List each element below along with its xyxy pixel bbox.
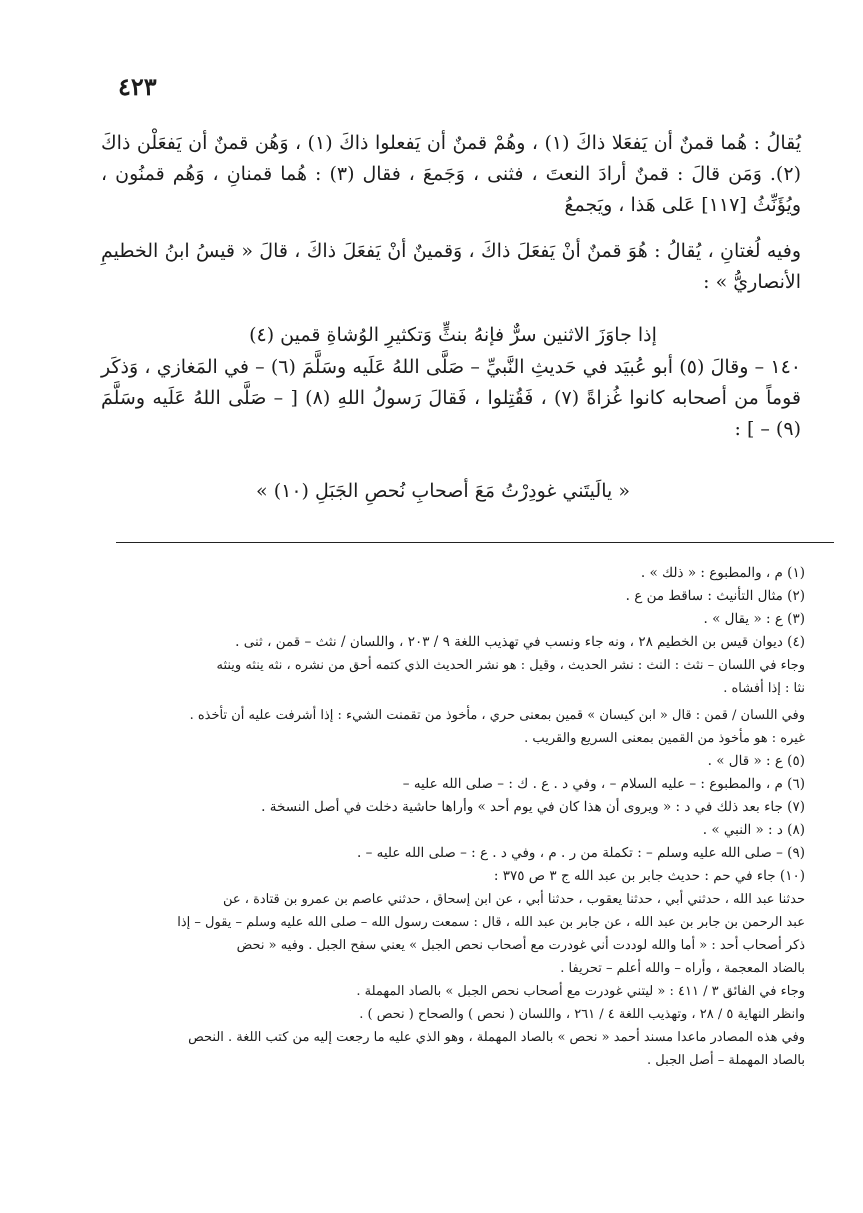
page-number: ٤٢٣ <box>118 72 157 101</box>
footnote-10-line-4: ذكر أصحاب أحد : « أما والله لوددت أني غودرت مع أصحاب نحص الجبل » يعني سفح الجبل . وفيه « نحض <box>236 938 805 953</box>
footnote-1: (١) م ، والمطبوع : « ذلك » . <box>640 565 805 581</box>
footnote-10-line-6: وجاء في الفائق ٣ / ٤١١ : « ليتني غودرت مع أصحاب نحص الجبل » بالصاد المهملة . <box>356 984 805 999</box>
footnote-10: (١٠) جاء في حم : حديث جابر بن عبد الله ج ٣ ص ٣٧٥ : <box>493 868 805 884</box>
footnote-7: (٧) جاء بعد ذلك في د : « ويروى أن هذا كان في يوم أحد » وأراها حاشية دخلت في أصل النسخة . <box>261 799 805 815</box>
footnote-4-line-4: وفي اللسان / قمن : قال « ابن كيسان » قمين بمعنى حري ، مأخوذ من تقمنت الشيء : إذا أشرفت عليه أن تأخذه . <box>189 708 805 723</box>
footnote-10-line-3: عبد الرحمن بن جابر بن عبد الله ، عن جابر بن عبد الله ، قال : سمعت رسول الله – صلى الله عليه وسلم – يقول – إذا <box>177 915 805 930</box>
footnote-6: (٦) م ، والمطبوع : – عليه السلام – ، وفي د . ع . ك : – صلى الله عليه – <box>402 776 805 792</box>
paragraph-entry-140: ١٤٠ – وقالَ (٥) أبو عُبيَد في حَديثِ النَّبيِّ – صَلَّى اللهُ عَلَيه وسَلَّمَ (٦) – في المَغازي ، وَذكَر قوماً من أصحابه كانوا غُزاةً (٧) ، فَقُتِلوا ، فَقالَ رَسولُ اللهِ (٨) [ – صَلَّى اللهُ عَلَيه وسَلَّمَ (٩) – ] : <box>101 356 801 440</box>
hadith-quote: « يالَيتَني غودِرْتُ مَعَ أصحابِ نُحصِ الجَبَلِ (١٠) » <box>256 480 630 502</box>
footnote-4-line-2: وجاء في اللسان – نثث : النث : نشر الحديث ، وقيل : هو نشر الحديث الذي كتمه أحق من نشره ، نثه ينثه وينثه <box>216 658 805 673</box>
footnote-divider <box>116 542 834 543</box>
footnote-8: (٨) د : « النبي » . <box>702 822 805 838</box>
paragraph-qamin-forms: يُقالُ : هُما قمنٌ أن يَفعَلا ذاكَ (١) ، وهُمْ قمنٌ أن يَفعلوا ذاكَ (١) ، وَهُن قمنٌ أن يَفعَلْن ذاكَ (٢). وَمَن قالَ : قمنٌ أرادَ النعتَ ، فثنى ، وَجَمعَ ، فقال (٣) : هُما قمنانِ ، وَهُم قمنُون ، ويُؤَنِّثُ [١١٧] عَلى هَذا ، ويَجمعُ <box>101 132 802 216</box>
footnote-4-line-3: نثا : إذا أفشاه . <box>723 681 805 696</box>
footnote-10-line-7: وانظر النهاية ٥ / ٢٨ ، وتهذيب اللغة ٤ / ٢٦١ ، واللسان ( نحص ) والصحاح ( نحص ) . <box>359 1007 805 1022</box>
footnote-4-line-5: غيره : هو مأخوذ من القمين بمعنى السريع والقريب . <box>524 731 805 746</box>
footnote-5: (٥) ع : « قال » . <box>707 753 805 769</box>
verse-qays-ibn-al-khatim: إذا جاوَزَ الاثنين سرٌّ فإنهُ بنثٍّ وَتكثيرِ الوُشاةِ قمين (٤) <box>249 324 657 346</box>
footnote-10-line-5: بالضاد المعجمة ، وأراه – والله أعلم – تحريفا . <box>560 961 805 976</box>
footnote-10-line-9: بالصاد المهملة – أصل الجبل . <box>647 1053 805 1068</box>
footnote-9: (٩) – صلى الله عليه وسلم – : تكملة من ر . م ، وفي د . ع : – صلى الله عليه – . <box>356 845 805 861</box>
footnote-10-line-2: حدثنا عبد الله ، حدثني أبي ، حدثنا يعقوب ، حدثنا أبي ، عن ابن إسحاق ، حدثني عاصم بن عمرو بن قتادة ، عن <box>222 892 805 907</box>
paragraph-two-dialects: وفيه لُغتانِ ، يُقالُ : هُوَ قمنٌ أنْ يَفعَلَ ذاكَ ، وَقمينٌ أنْ يَفعَلَ ذاكَ ، قالَ « قيسُ ابنُ الخطيمِ الأنصاريُّ » : <box>101 240 801 293</box>
footnote-4: (٤) ديوان قيس بن الخطيم ٢٨ ، ونه جاء ونسب في تهذيب اللغة ٩ / ٢٠٣ ، واللسان / نثث – قمن ، ثنى . <box>235 634 805 650</box>
footnotes <box>85 562 805 1072</box>
footnote-3: (٣) ع : « يقال » . <box>703 611 805 627</box>
footnote-10-line-8: وفي هذه المصادر ماعدا مسند أحمد « نحص » بالصاد المهملة ، وهو الذي عليه ما رجعت إليه من كتب اللغة . النحص <box>188 1030 805 1045</box>
footnote-2: (٢) مثال التأنيث : ساقط من ع . <box>625 588 805 604</box>
